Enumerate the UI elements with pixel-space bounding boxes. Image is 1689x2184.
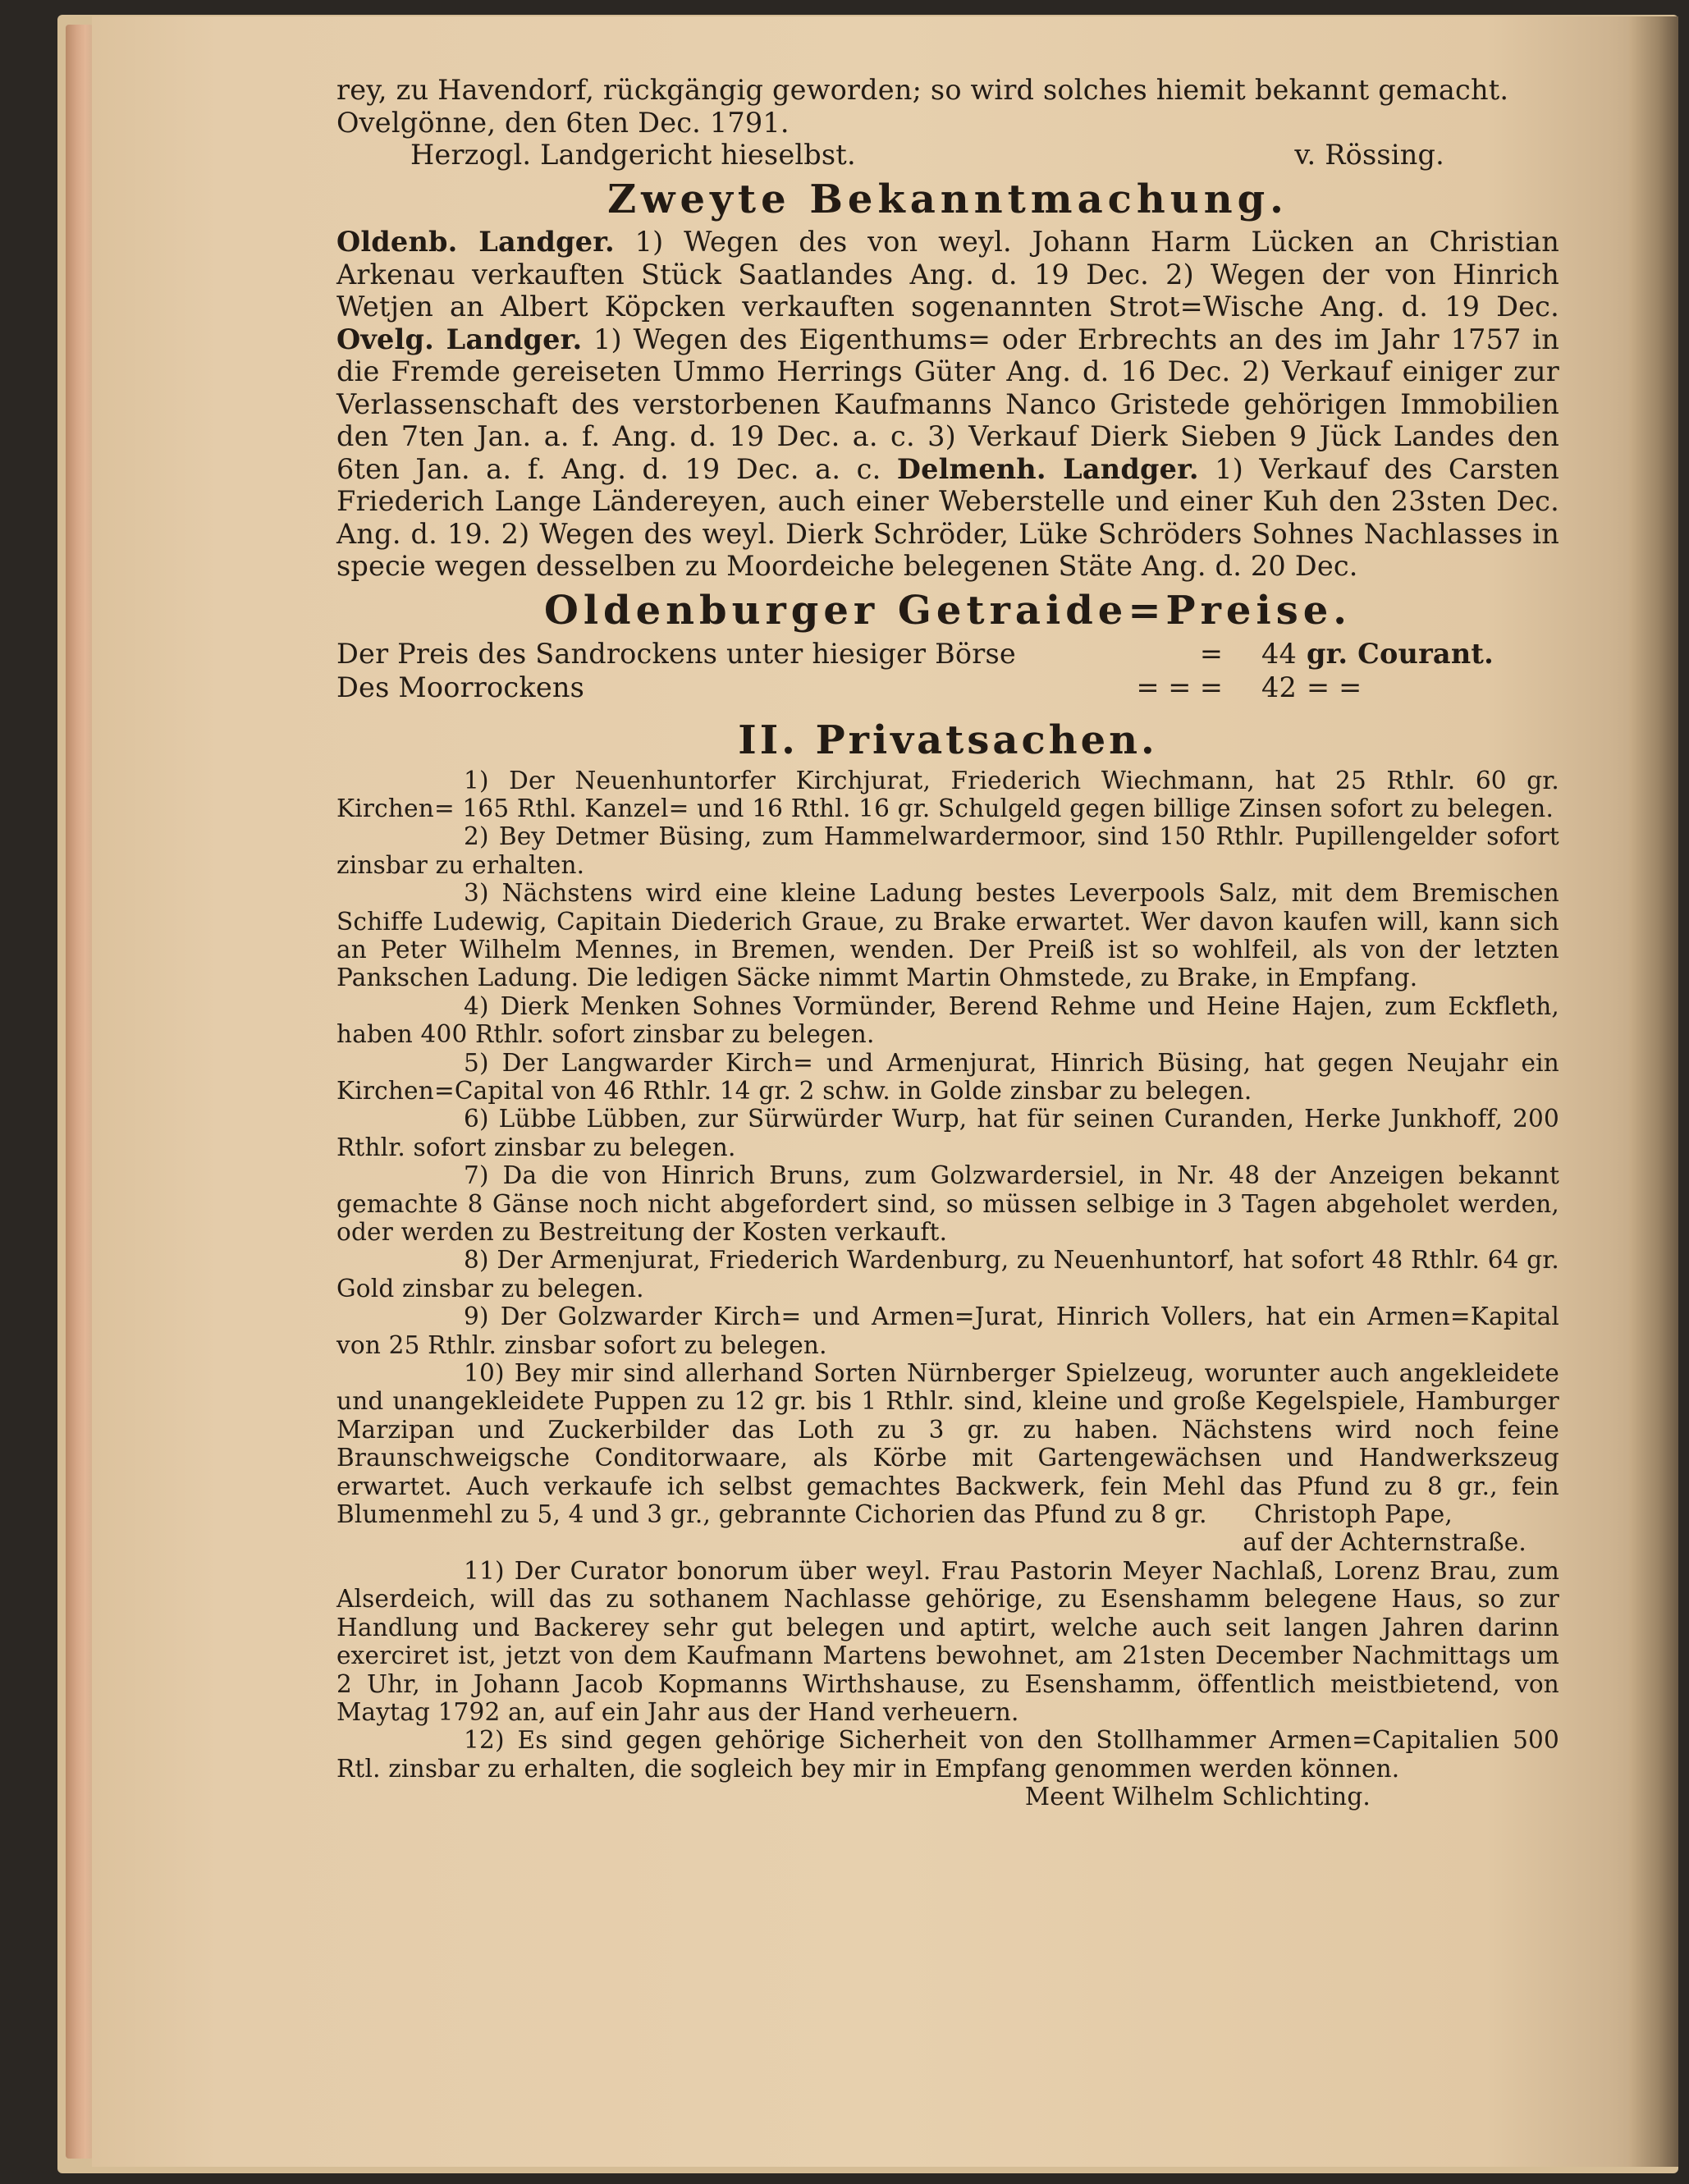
notice-item: 10) Bey mir sind allerhand Sorten Nürnberger Spielzeug, worunter auch angekleidete und unangekleidete Puppen zu 12 gr. bis 1 Rthlr. sind, kleine und große Kegelspiele, Hamburger Marzipan und Zuckerbilder das Loth zu 3 gr. zu haben. Nächstens wird noch feine Braunschweigsche Conditorwaare, als Körbe mit Gartengewächsen und Handwerkszeug erwartet. Auch verkaufe ich selbst gemachtes Backwerk, fein Mehl das Pfund zu 8 gr., fein Blumenmehl zu 5, 4 und 3 gr., gebrannte Cichorien das Pfund zu 8 gr.: [336, 1359, 1559, 1529]
page-edges: [66, 25, 94, 2159]
price-label: Des Moorrockens: [336, 671, 585, 703]
binding-gutter: [1629, 16, 1678, 2167]
notice-item: 3) Nächstens wird eine kleine Ladung bestes Leverpools Salz, mit dem Bremischen Schiffe Ludewig, Capitain Diederich Graue, zu Brake erwartet. Wer davon kaufen will, kann sich an Peter Wilhelm Mennes, in Bremen, wenden. Der Preiß ist so wohlfeil, als von der letzten Pankschen Ladung. Die ledigen Säcke nimmt Martin Ohmstede, zu Brake, in Empfang.: [336, 879, 1559, 992]
page-text: [336, 74, 1559, 1811]
intro-line-1: rey, zu Havendorf, rückgängig geworden; so wird solches hiemit bekannt gemacht.: [336, 74, 1509, 106]
court-signature-right: v. Rössing.: [1294, 139, 1444, 171]
court-signature-left: Herzogl. Landgericht hieselbst.: [410, 139, 856, 171]
notice-item: 4) Dierk Menken Sohnes Vormünder, Berend Rehme und Heine Hajen, zum Eckfleth, haben 400 Rthlr. sofort zinsbar zu belegen.: [336, 991, 1559, 1049]
notice-item: 11) Der Curator bonorum über weyl. Frau Pastorin Meyer Nachlaß, Lorenz Brau, zum Alserdeich, will das zu sothanem Nachlasse gehörige, zu Esenshamm belegene Haus, so zur Handlung und Backerey sehr gut belegen und aptirt, welche auch seit langen Jahren darinn exerciret ist, jetzt von dem Kaufmann Martens bewohnet, am 21sten December Nachmittags um 2 Uhr, in Johann Jacob Kopmanns Wirthshause, zu Esenshamm, öffentlich meistbietend, von Maytag 1792 an, auf ein Jahr aus der Hand verheuern.: [336, 1556, 1559, 1726]
price-label: Der Preis des Sandrockens unter hiesiger Börse: [336, 637, 1016, 670]
price-unit: gr. Courant.: [1307, 637, 1494, 670]
price-value: 44: [1261, 637, 1297, 670]
grain-prices-heading: Oldenburger Getraide=Preise.: [544, 587, 1352, 634]
price-value: 42: [1261, 671, 1297, 703]
notice-item: 9) Der Golzwarder Kirch= und Armen=Jurat, Hinrich Vollers, hat ein Armen=Kapital von 25 Rthlr. zinsbar sofort zu belegen.: [336, 1303, 1559, 1359]
ovelg-text: 1) Wegen des Eigenthums= oder Erbrechts an des im Jahr 1757 in die Fremde gereiseten Ummo Herrings Güter Ang. d. 16 Dec. 2) Verkauf einiger zur Verlassenschaft des verstorbenen Kaufmanns Nanco Gristede gehörigen Immobilien den 7ten Jan. a. f. Ang. d. 19 Dec. a. c. 3) Verkauf Dierk Sieben 9 Jück Landes den 6ten Jan. a. f. Ang. d. 19 Dec. a. c.: [336, 323, 1559, 485]
oldenb-text: 1) Wegen des von weyl. Johann Harm Lücken an Christian Arkenau verkauften Stück Saatlandes Ang. d. 19 Dec. 2) Wegen der von Hinrich Wetjen an Albert Köpcken verkauften sogenannten Strot=Wische Ang. d. 19 Dec.: [336, 226, 1559, 323]
ovelg-label: Ovelg. Landger.: [336, 323, 583, 355]
second-notice-body: [336, 226, 1559, 583]
notice-item: 12) Es sind gegen gehörige Sicherheit von den Stollhammer Armen=Capitalien 500 Rtl. zinsbar zu erhalten, die sogleich bey mir in Empfang genommen werden können.: [336, 1726, 1559, 1783]
notice-item: 5) Der Langwarder Kirch= und Armenjurat, Hinrich Büsing, hat gegen Neujahr ein Kirchen=Capital von 46 Rthlr. 14 gr. 2 schw. in Golde zinsbar zu belegen.: [336, 1048, 1559, 1105]
notice-item: 7) Da die von Hinrich Bruns, zum Golzwardersiel, in Nr. 48 der Anzeigen bekannt gemachte 8 Gänse noch nicht abgefordert sind, so müssen selbige in 3 Tagen abgeholet werden, oder werden zu Bestreitung der Kosten verkauft.: [336, 1161, 1559, 1246]
notice-item: 1) Der Neuenhuntorfer Kirchjurat, Friederich Wiechmann, hat 25 Rthlr. 60 gr. Kirchen= 165 Rthl. Kanzel= und 16 Rthl. 16 gr. Schulgeld gegen billige Zinsen sofort zu belegen.: [336, 766, 1559, 822]
item10-signature-name: Christoph Pape,: [1254, 1500, 1453, 1529]
price-dots: =: [1199, 637, 1223, 670]
court-signature: [336, 139, 1559, 172]
delmenh-text: 1) Verkauf des Carsten Friederich Lange Ländereyen, auch einer Weberstelle und einer Kuh den 23sten Dec. Ang. d. 19. 2) Wegen des weyl. Dierk Schröder, Lüke Schröders Sohnes Nachlasses in specie wegen desselben zu Moordeiche belegenen Stäte Ang. d. 20 Dec.: [336, 452, 1559, 582]
price-dots: = = =: [1136, 671, 1223, 703]
price-unit: = =: [1307, 671, 1362, 703]
notice-item: 6) Lübbe Lübben, zur Sürwürder Wurp, hat für seinen Curanden, Herke Junkhoff, 200 Rthlr. sofort zinsbar zu belegen.: [336, 1105, 1559, 1161]
notice-item: 8) Der Armenjurat, Friederich Wardenburg, zu Neuenhuntorf, hat sofort 48 Rthlr. 64 gr. Gold zinsbar zu belegen.: [336, 1246, 1559, 1303]
item10-signature-address: auf der Achternstraße.: [1243, 1528, 1527, 1557]
final-signature: Meent Wilhelm Schlichting.: [1024, 1783, 1371, 1811]
price-row: [336, 637, 1559, 671]
private-matters-heading: II. Privatsachen.: [738, 717, 1158, 763]
oldenb-label: Oldenb. Landger.: [336, 226, 615, 258]
second-notice-heading: Zweyte Bekanntmachung.: [607, 176, 1288, 222]
intro-line-2: Ovelgönne, den 6ten Dec. 1791.: [336, 106, 790, 139]
notice-item: 2) Bey Detmer Büsing, zum Hammelwardermoor, sind 150 Rthlr. Pupillengelder sofort zinsbar zu erhalten.: [336, 822, 1559, 879]
price-row: [336, 671, 1559, 704]
delmenh-label: Delmenh. Landger.: [896, 452, 1199, 485]
